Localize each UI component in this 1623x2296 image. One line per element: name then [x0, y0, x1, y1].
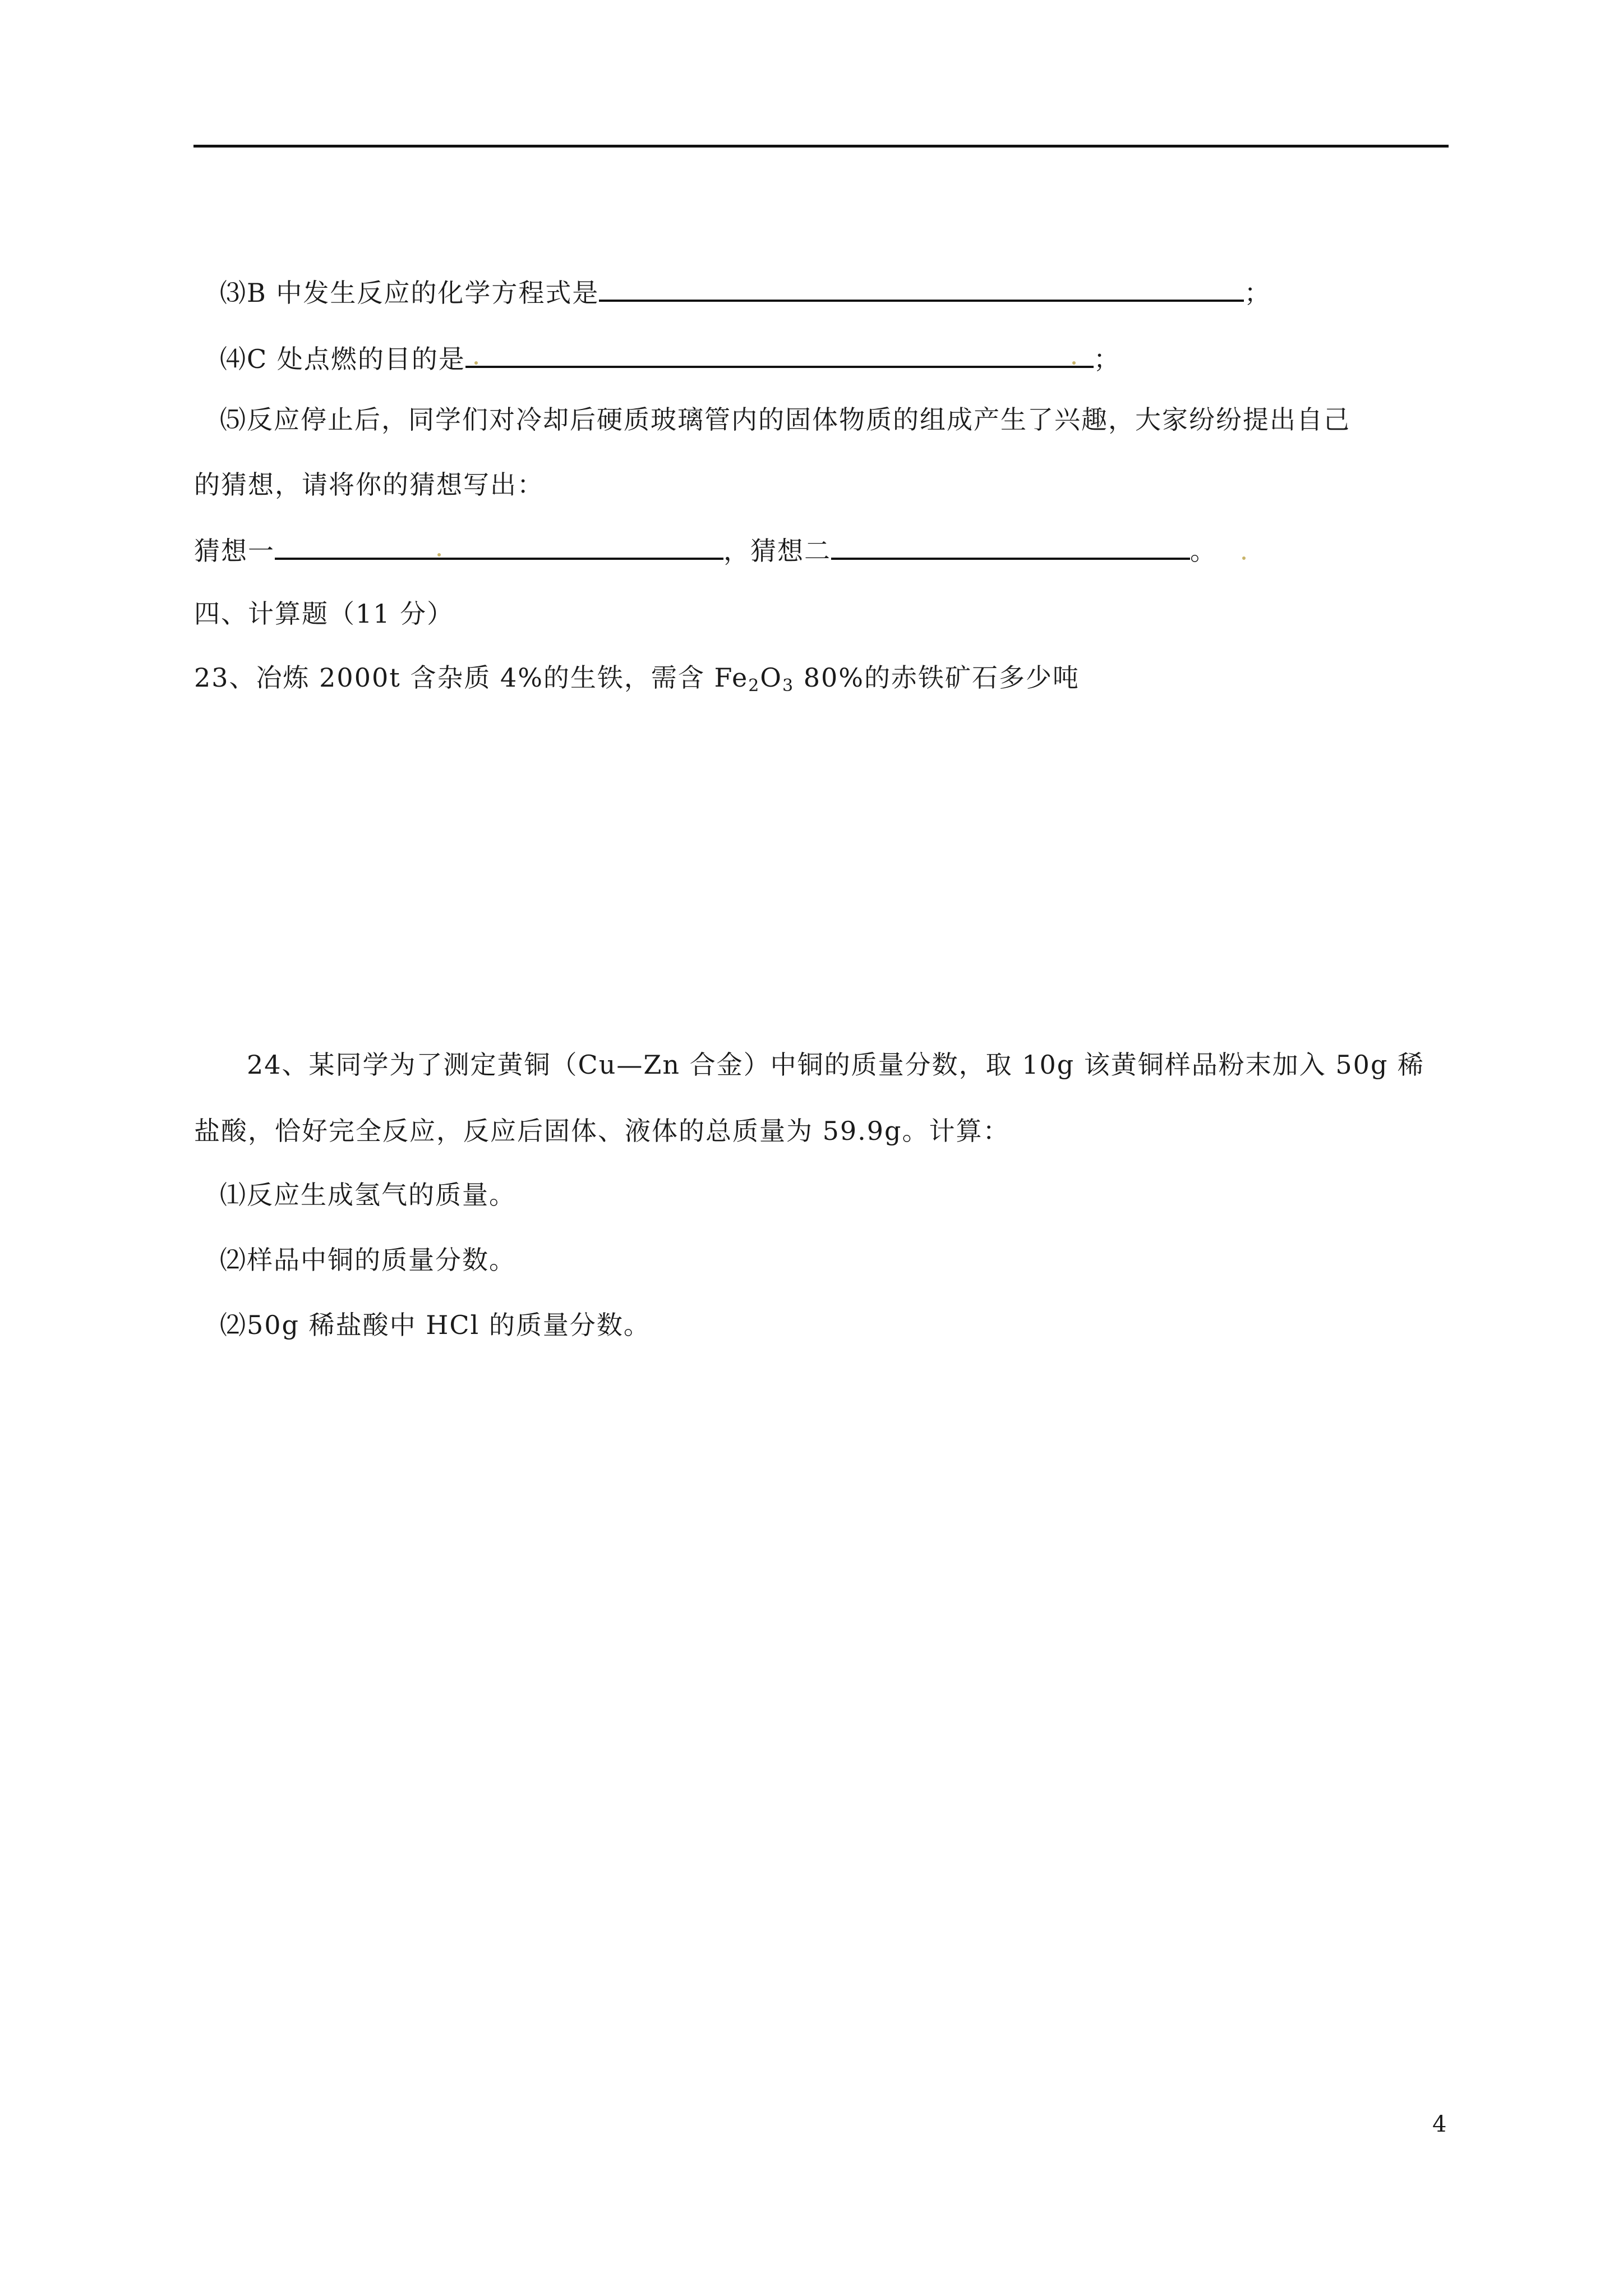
scan-speck — [474, 361, 478, 365]
q24-line1: 24、某同学为了测定黄铜（Cu—Zn 合金）中铜的质量分数，取 10g 该黄铜样品粉末加入 50g 稀 — [247, 1050, 1425, 1080]
q23-before: 23、冶炼 2000t 含杂质 4%的生铁，需含 Fe — [194, 662, 749, 693]
guess-end: 。 — [1190, 536, 1217, 566]
section4-heading: 四、计算题（11 分） — [194, 599, 454, 629]
q22-item3 — [220, 275, 1271, 310]
q23-sub2: 3 — [782, 676, 795, 696]
guess1-blank[interactable] — [275, 533, 723, 560]
q23-mid: O — [760, 662, 782, 693]
scan-speck — [1072, 361, 1076, 365]
q24-item1: ⑴反应生成氢气的质量。 — [220, 1180, 516, 1210]
q22-item3-answer-blank[interactable] — [599, 275, 1244, 302]
guess2-blank[interactable] — [831, 533, 1190, 560]
page-number: 4 — [1432, 2111, 1447, 2137]
q24-item3: ⑵50g 稀盐酸中 HCl 的质量分数。 — [220, 1310, 651, 1340]
q24-item2: ⑵样品中铜的质量分数。 — [220, 1245, 516, 1275]
q22-guesses — [194, 533, 1230, 568]
guess1-label: 猜想一 — [194, 536, 275, 566]
q22-item4 — [220, 341, 1121, 376]
scan-speck — [1242, 556, 1246, 560]
q22-item5-line1: ⑸反应停止后，同学们对冷却后硬质玻璃管内的固体物质的组成产生了兴趣，大家纷纷提出自己 — [220, 404, 1350, 435]
q22-item4-text: ⑷C 处点燃的目的是 — [220, 344, 465, 374]
q22-item3-end: ； — [1244, 278, 1271, 308]
q24-line2: 盐酸，恰好完全反应，反应后固体、液体的总质量为 59.9g。计算： — [194, 1116, 1010, 1146]
q22-item4-answer-blank[interactable] — [465, 341, 1094, 368]
q22-item4-end: ； — [1093, 344, 1121, 374]
q23-sub1: 2 — [748, 676, 760, 696]
q23-after: 80%的赤铁矿石多少吨 — [794, 662, 1080, 693]
scan-speck — [437, 553, 441, 556]
q22-item3-text: ⑶B 中发生反应的化学方程式是 — [220, 278, 600, 308]
header-rule — [193, 145, 1449, 148]
guess2-label: ，猜想二 — [723, 536, 831, 566]
q22-item5-line2: 的猜想，请将你的猜想写出： — [194, 470, 544, 500]
q23-text — [194, 661, 1080, 694]
